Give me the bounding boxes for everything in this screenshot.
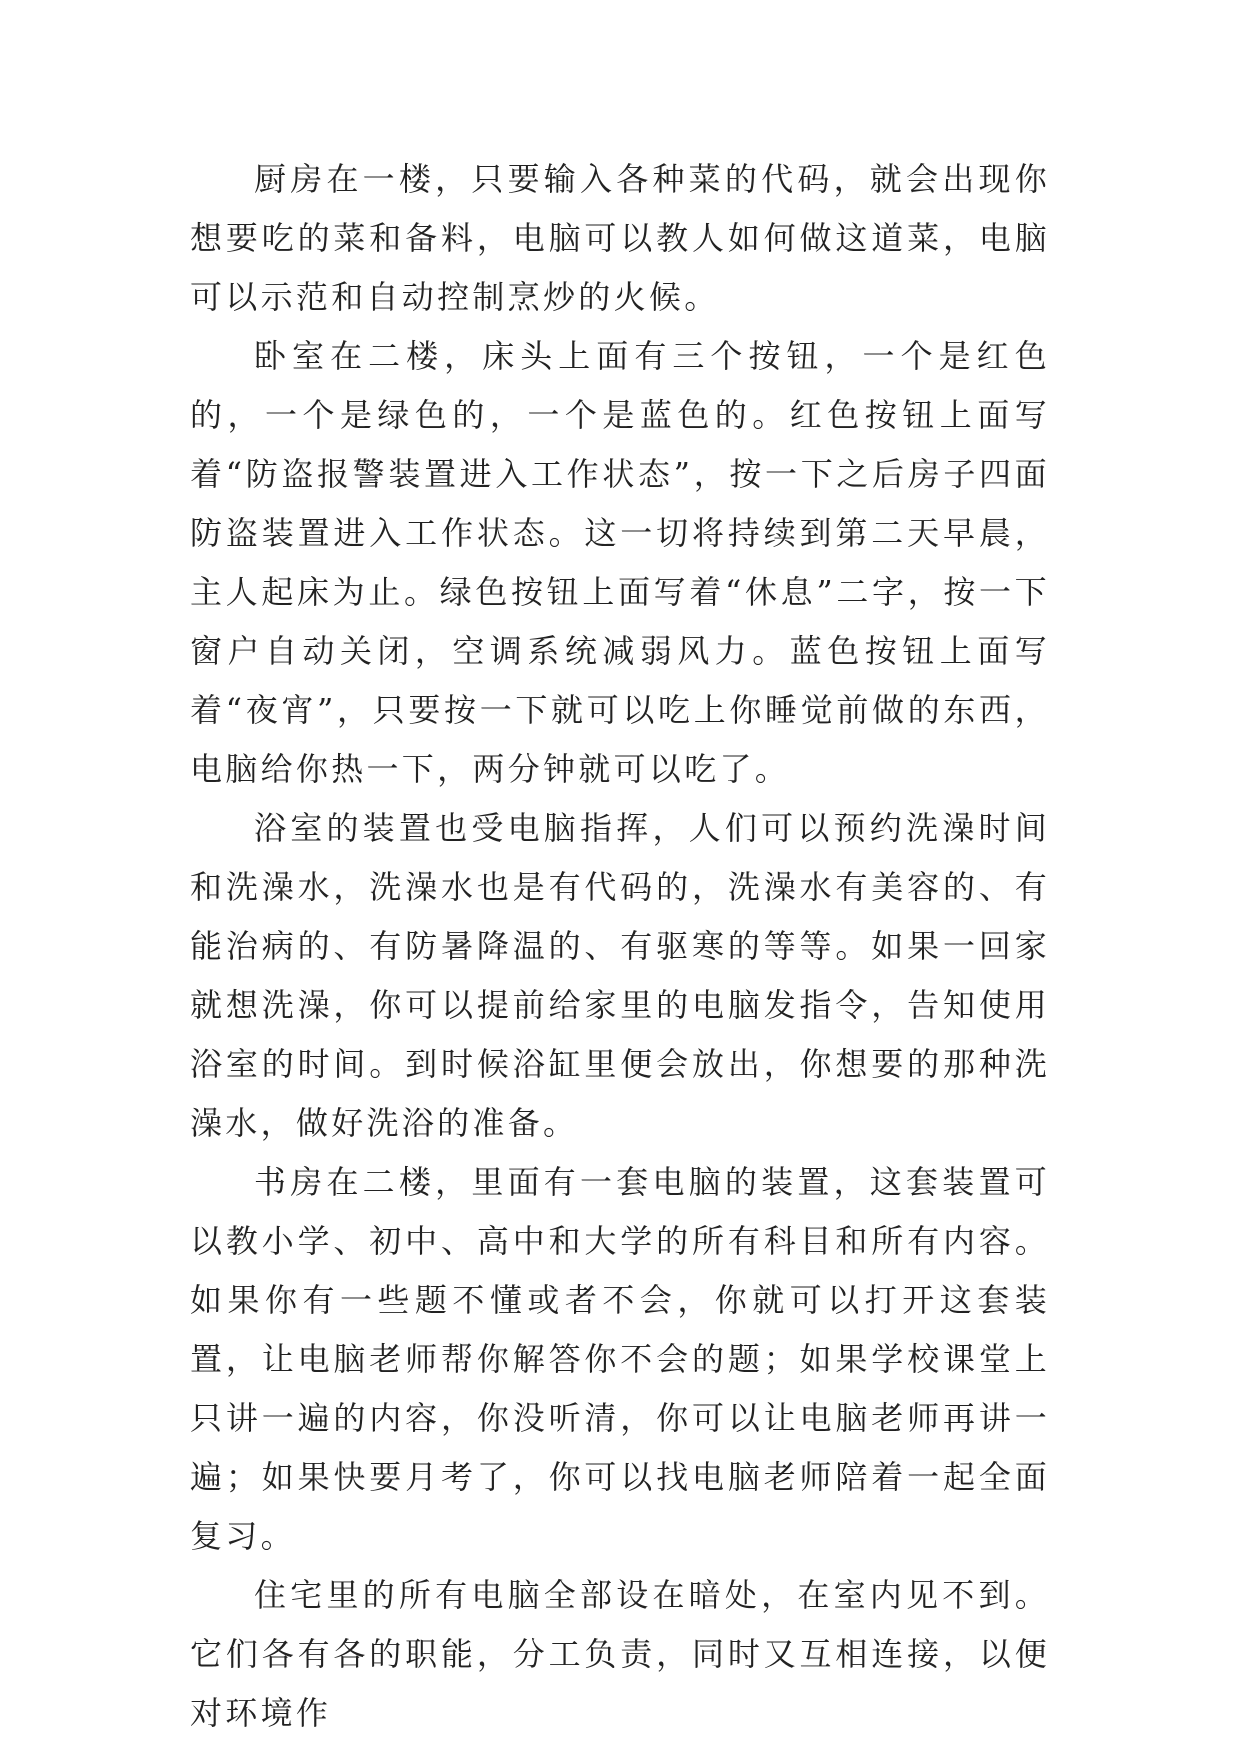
document-body xyxy=(190,150,1050,1743)
paragraph-computers: 住宅里的所有电脑全部设在暗处，在室内见不到。它们各有各的职能，分工负责，同时又互相连接，以便对环境作 xyxy=(190,1576,1050,1732)
paragraph-study: 书房在二楼，里面有一套电脑的装置，这套装置可以教小学、初中、高中和大学的所有科目和所有内容。如果你有一些题不懂或者不会，你就可以打开这套装置，让电脑老师帮你解答你不会的题；如果学校课堂上只讲一遍的内容，你没听清，你可以让电脑老师再讲一遍；如果快要月考了，你可以找电脑老师陪着一起全面复习。 xyxy=(190,1163,1050,1555)
paragraph-kitchen: 厨房在一楼，只要输入各种菜的代码，就会出现你想要吃的菜和备料，电脑可以教人如何做这道菜，电脑可以示范和自动控制烹炒的火候。 xyxy=(190,160,1050,316)
paragraph-bedroom: 卧室在二楼，床头上面有三个按钮，一个是红色的，一个是绿色的，一个是蓝色的。红色按钮上面写着“防盗报警装置进入工作状态”，按一下之后房子四面防盗装置进入工作状态。这一切将持续到第二天早晨，主人起床为止。绿色按钮上面写着“休息”二字，按一下窗户自动关闭，空调系统减弱风力。蓝色按钮上面写着“夜宵”，只要按一下就可以吃上你睡觉前做的东西，电脑给你热一下，两分钟就可以吃了。 xyxy=(190,337,1050,788)
paragraph-bathroom: 浴室的装置也受电脑指挥，人们可以预约洗澡时间和洗澡水，洗澡水也是有代码的，洗澡水有美容的、有能治病的、有防暑降温的、有驱寒的等等。如果一回家就想洗澡，你可以提前给家里的电脑发指令，告知使用浴室的时间。到时候浴缸里便会放出，你想要的那种洗澡水，做好洗浴的准备。 xyxy=(190,809,1050,1142)
